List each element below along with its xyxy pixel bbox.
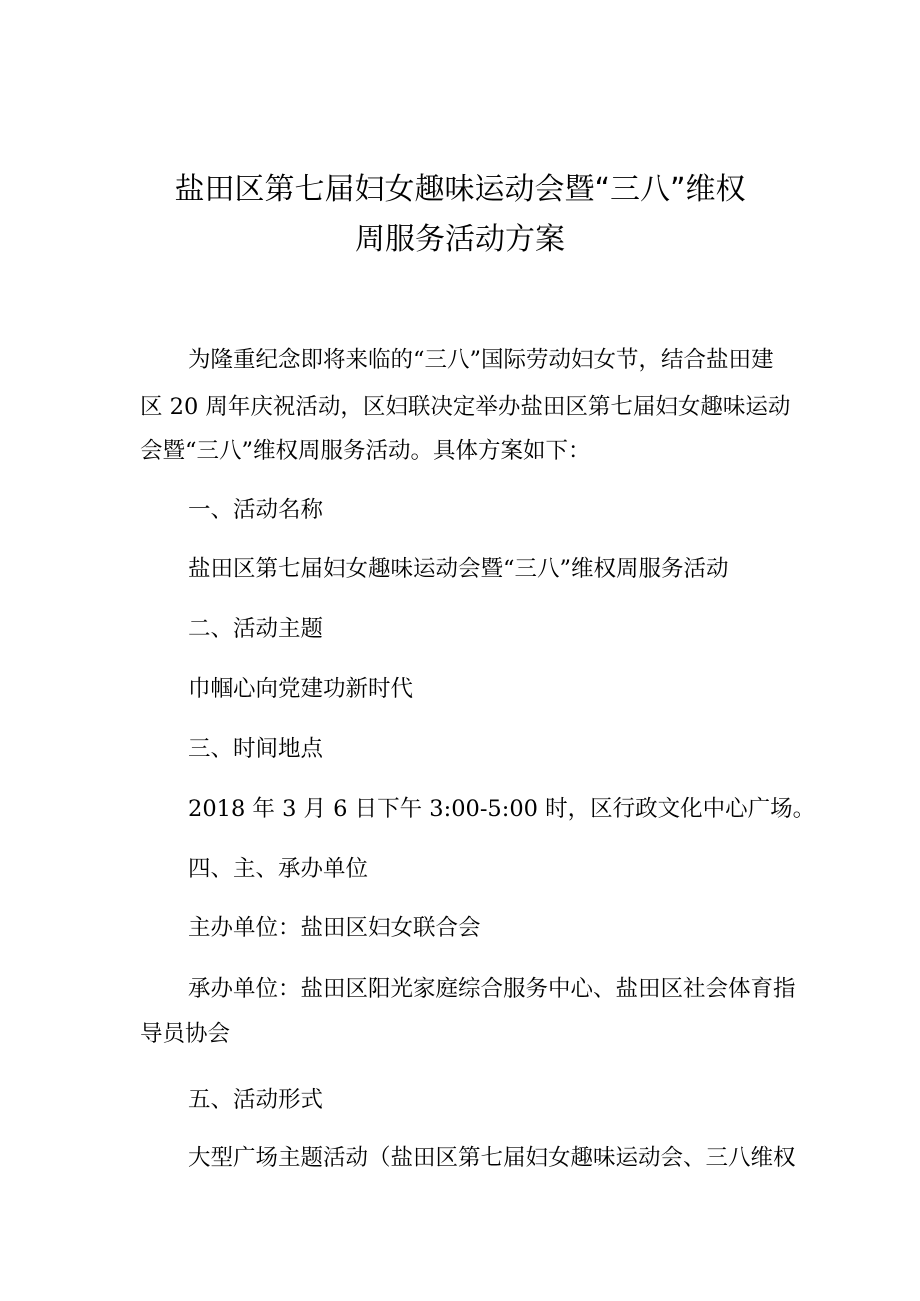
intro-paragraph-line-2: 区 20 周年庆祝活动，区妇联决定举办盐田区第七届妇女趣味运动 [140, 394, 791, 420]
section-1-body: 盐田区第七届妇女趣味运动会暨“三八”维权周服务活动 [188, 556, 729, 582]
intro-paragraph-line-3: 会暨“三八”维权周服务活动。具体方案如下： [140, 438, 591, 464]
section-4-organizer-line-2: 导员协会 [140, 1021, 231, 1047]
document-title-line-2: 周服务活动方案 [355, 222, 565, 257]
section-2-heading: 二、活动主题 [188, 616, 324, 642]
section-1-heading: 一、活动名称 [188, 497, 324, 523]
section-3-body: 2018 年 3 月 6 日下午 3:00-5:00 时，区行政文化中心广场。 [188, 796, 816, 822]
section-4-organizer-line-1: 承办单位：盐田区阳光家庭综合服务中心、盐田区社会体育指 [188, 976, 796, 1002]
section-5-heading: 五、活动形式 [188, 1087, 324, 1113]
section-4-heading: 四、主、承办单位 [188, 856, 369, 882]
section-2-body: 巾帼心向党建功新时代 [188, 676, 414, 702]
section-3-heading: 三、时间地点 [188, 736, 324, 762]
document-title-line-1: 盐田区第七届妇女趣味运动会暨“三八”维权 [174, 172, 746, 207]
intro-paragraph-line-1: 为隆重纪念即将来临的“三八”国际劳动妇女节，结合盐田建 [188, 347, 774, 373]
section-5-body-line-1: 大型广场主题活动（盐田区第七届妇女趣味运动会、三八维权 [188, 1145, 796, 1171]
section-4-host: 主办单位：盐田区妇女联合会 [188, 915, 481, 941]
